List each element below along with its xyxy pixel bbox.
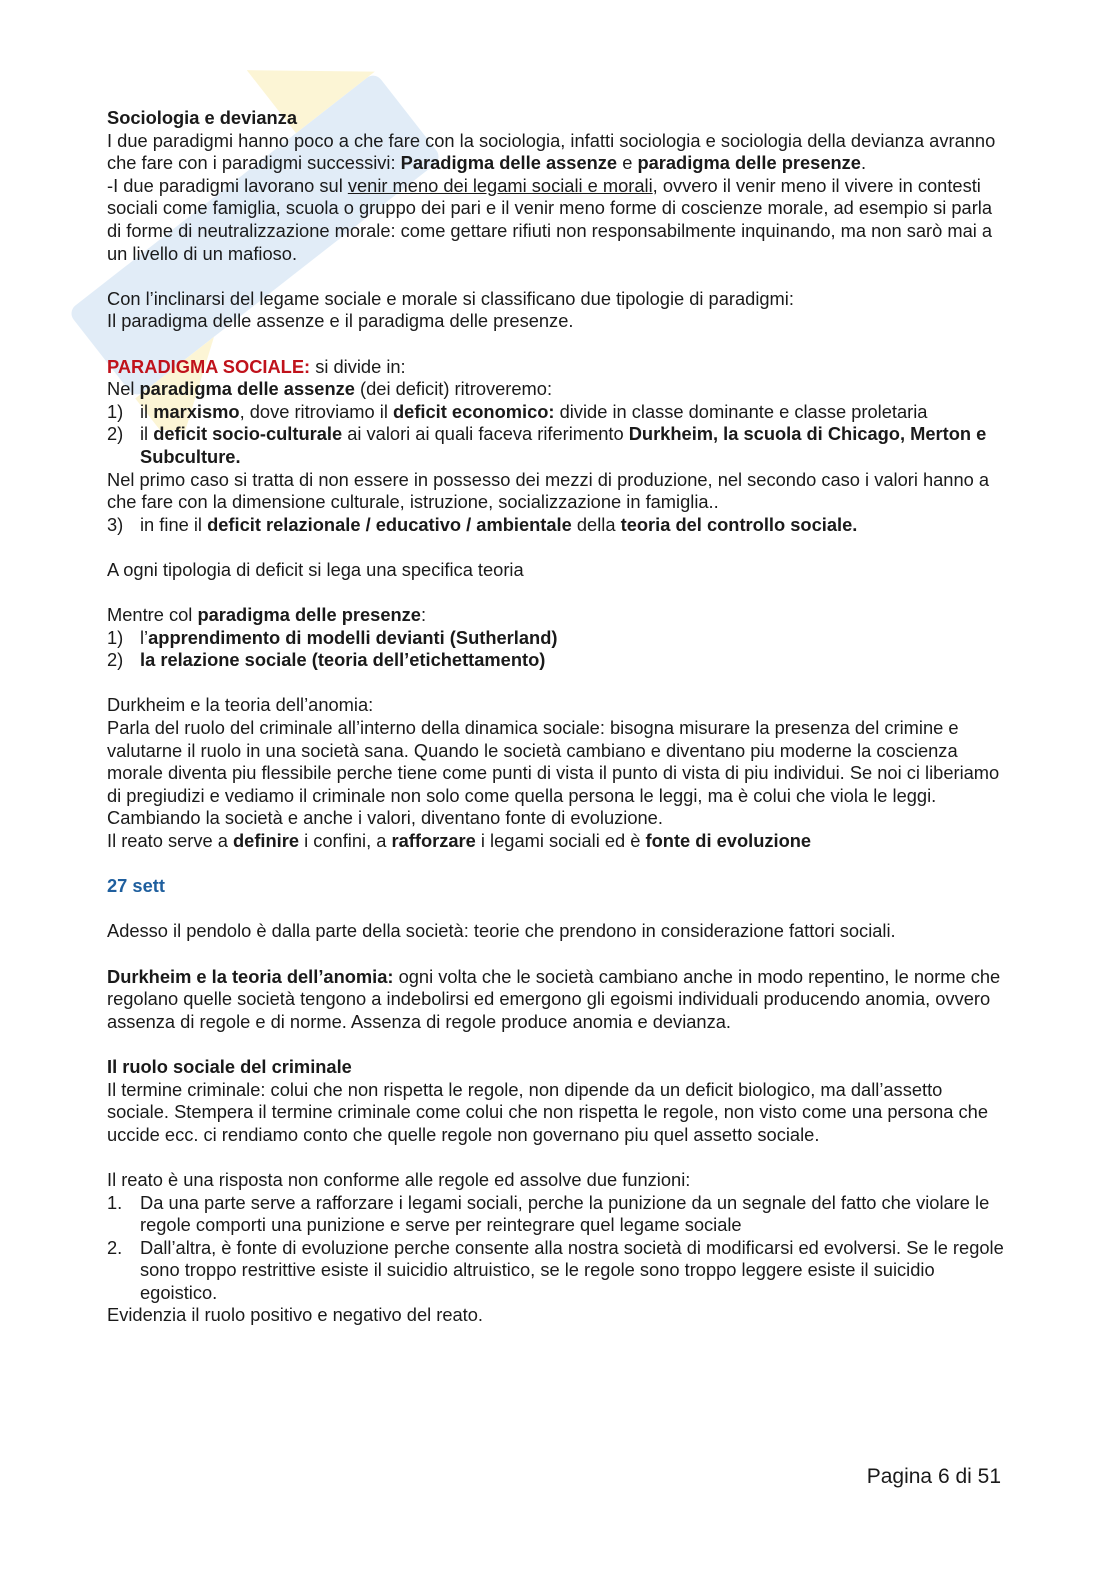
list-item: 1) il marxismo, dove ritroviamo il deficit economico: divide in classe dominante e classe proletaria [107,400,928,422]
section-title-durkheim: Durkheim e la teoria dell’anomia: [107,694,374,716]
paragraph-reato-serve: Il reato serve a definire i confini, a rafforzare i legami sociali ed è fonte di evoluzione [107,830,812,851]
paragraph-reato-intro: Il reato è una risposta non conforme alle regole ed assolve due funzioni: [107,1168,691,1190]
paragraph-ruolo-criminale: Parla del ruolo del criminale all’interno della dinamica sociale: bisogna misurare la presenza del crimine e valutarne il ruolo in una società sana. Quando le società cambiano e diventano piu moderne la coscienza morale diventa piu flessibile perche tiene come punti di vista il punto di vista di piu individui. Se noi ci liberiamo di pregiudizi e vediamo il criminale non solo come quella persona le leggi, ma è colui che viola le leggi. Cambiando la società e anche i valori, diventano fonte di evoluzione. [107,717,1000,829]
paragraph-pendolo: Adesso il pendolo è dalla parte della società: teorie che prendono in considerazione fattori sociali. [107,920,896,942]
list-item: 2. Dall’altra, è fonte di evoluzione perche consente alla nostra società di modificarsi ed evolversi. Se le regole sono troppo restrittive esiste il suicidio altruistico, se le regole sono troppo leggere esiste il suicidio egoistico. [107,1236,1004,1303]
date-heading: 27 sett [107,875,165,897]
paragraph-inclinarsi: Con l’inclinarsi del legame sociale e morale si classificano due tipologie di paradigmi: [107,287,794,309]
section-title-ruolo-sociale: Il ruolo sociale del criminale [107,1055,352,1077]
list-item: 1) l’apprendimento di modelli devianti (Sutherland) [107,626,558,648]
page-number: Pagina 6 di 51 [866,1465,1001,1488]
document-page [107,107,1007,1327]
list-item: 2) il deficit socio-culturale ai valori ai quali faceva riferimento Durkheim, la scuola di Chicago, Merton e Subculture. [107,423,987,467]
presenze-list [107,627,1007,672]
list-item: 2) la relazione sociale (teoria dell’etichettamento) [107,649,546,671]
list-item: 3) in fine il deficit relazionale / educativo / ambientale della teoria del controllo sociale. [107,513,858,535]
heading-paradigma-sociale: PARADIGMA SOCIALE: si divide in: [107,355,406,377]
deficit-list-continued [107,514,1007,537]
paragraph-tipologia: A ogni tipologia di deficit si lega una specifica teoria [107,558,524,580]
paragraph-legami: -I due paradigmi lavorano sul venir meno dei legami sociali e morali, ovvero il venir meno il vivere in contesti sociali come famiglia, scuola o gruppo dei pari e il venir meno forme di coscienze morale, ad esempio si parla di forme di neutralizzazione morale: come gettare rifiuti non responsabilmente inquinando, ma non sarò mai a un livello di un mafioso. [107,174,993,264]
paragraph-paradigmi: I due paradigmi hanno poco a che fare con la sociologia, infatti sociologia e sociologia della devianza avranno che fare con i paradigmi successivi: Paradigma delle assenze e paradigma delle presenze. [107,129,996,174]
list-item: 1. Da una parte serve a rafforzare i legami sociali, perche la punizione da un segnale del fatto che violare le regole comporti una punizione e serve per reintegrare quel legame sociale [107,1191,990,1236]
paragraph-assenze-intro: Nel paradigma delle assenze (dei deficit) ritroveremo: [107,378,553,400]
paragraph-termine-criminale: Il termine criminale: colui che non rispetta le regole, non dipende da un deficit biologico, ma dall’assetto sociale. Stempera il termine criminale come colui che non rispetta le regole, non visto come una persona che uccide ecc. ci rendiamo conto che quelle regole non governano piu quel assetto sociale. [107,1078,988,1145]
paragraph-assenze-presenze: Il paradigma delle assenze e il paradigma delle presenze. [107,310,574,332]
funzioni-list [107,1192,1007,1305]
paragraph-presenze-intro: Mentre col paradigma delle presenze: [107,604,427,626]
deficit-list [107,401,1007,469]
paragraph-primo-caso: Nel primo caso si tratta di non essere in possesso dei mezzi di produzione, nel secondo caso i valori hanno a che fare con la dimensione culturale, istruzione, socializzazione in famiglia.. [107,468,990,513]
section-title-sociologia: Sociologia e devianza [107,107,297,128]
paragraph-evidenzia: Evidenzia il ruolo positivo e negativo del reato. [107,1304,484,1326]
paragraph-anomia: Durkheim e la teoria dell’anomia: ogni volta che le società cambiano anche in modo repentino, le norme che regolano quelle società tengono a indebolirsi ed emergono gli egoismi individuali producendo anomia, ovvero assenza di regole e di norme. Assenza di regole produce anomia e devianza. [107,965,1001,1032]
